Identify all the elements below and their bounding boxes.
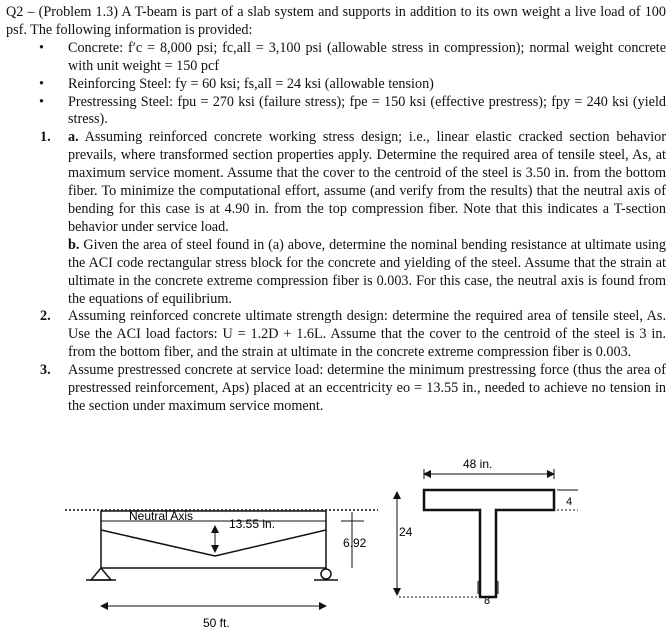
part-a-text: Assuming reinforced concrete working stress design; i.e., linear elastic cracked section behavior prevails, where transformed section properties apply. Determine the required area of tensile steel, As, at maximum service moment. Assume that the cover to the centroid of the steel is 3.50 in. from the bottom fiber. To minimize the computational effort, assume (and verify from the results) that the neutral axis of bending for this case is at 4.90 in. from the top compression fiber. Note that this indicates a T-section behavior under service load.	[68, 129, 666, 235]
depth-label: 24	[399, 525, 413, 539]
question-number: 1.	[40, 129, 51, 146]
eccentricity-label: 13.55 in.	[229, 517, 276, 531]
neutral-axis-label: Neutral Axis	[129, 509, 194, 523]
material-prestressing-steel: • Prestressing Steel: fpu = 270 ksi (failure stress); fpe = 150 ksi (effective prestress); fpy = 240 ksi (yield stress).	[6, 94, 666, 130]
question-3-text: Assume prestressed concrete at service load: determine the minimum prestressing force (thus the area of prestressed reinforcement, Aps) placed at an eccentricity eo = 13.55 in., needed to achieve no tension in the section under maximum service moment.	[68, 362, 666, 414]
span-label: 50 ft.	[203, 616, 230, 630]
t-section-outline	[424, 490, 554, 597]
material-reinforcing-steel: • Reinforcing Steel: fy = 60 ksi; fs,all = 24 ksi (allowable tension)	[6, 76, 666, 94]
problem-heading: Q2 – (Problem 1.3) A T-beam is part of a slab system and supports in addition to its own weight a live load of 100 psf. The following information is provided:	[6, 4, 666, 38]
flange-thickness-label: 4	[566, 496, 573, 508]
question-2-text: Assuming reinforced concrete ultimate strength design: determine the required area of tensile steel, As. Use the ACI load factors: U = 1.2D + 1.6L. Assume that the cover to the centroid of the steel is 3 in. from the bottom fiber, and the strain at ultimate in the concrete extreme compression fiber is 0.003.	[68, 308, 666, 361]
centroid-offset-label: 6.92	[343, 536, 367, 550]
t-section	[397, 457, 578, 607]
part-label: a.	[68, 129, 79, 146]
tendon-profile	[101, 530, 326, 556]
pin-support	[91, 568, 111, 580]
part-b-text: Given the area of steel found in (a) above, determine the nominal bending resistance at ultimate using the ACI code rectangular stress block for the concrete and yielding of the steel. Assume that the strain at ultimate in the concrete extreme compression fiber is 0.003. For this case, the neutral axis is found from the equations of equilibrium.	[68, 236, 666, 307]
roller-support	[321, 569, 331, 579]
flange-width-label: 48 in.	[463, 457, 493, 471]
question-number: 2.	[40, 308, 51, 325]
beam-elevation	[65, 509, 378, 630]
part-label: b.	[68, 236, 80, 253]
web-width-label: 8	[484, 595, 491, 607]
material-concrete: • Concrete: f′c = 8,000 psi; fc,all = 3,100 psi (allowable stress in compression); normal weight concrete with unit weight = 150 pcf	[6, 40, 666, 76]
question-number: 3.	[40, 362, 51, 379]
